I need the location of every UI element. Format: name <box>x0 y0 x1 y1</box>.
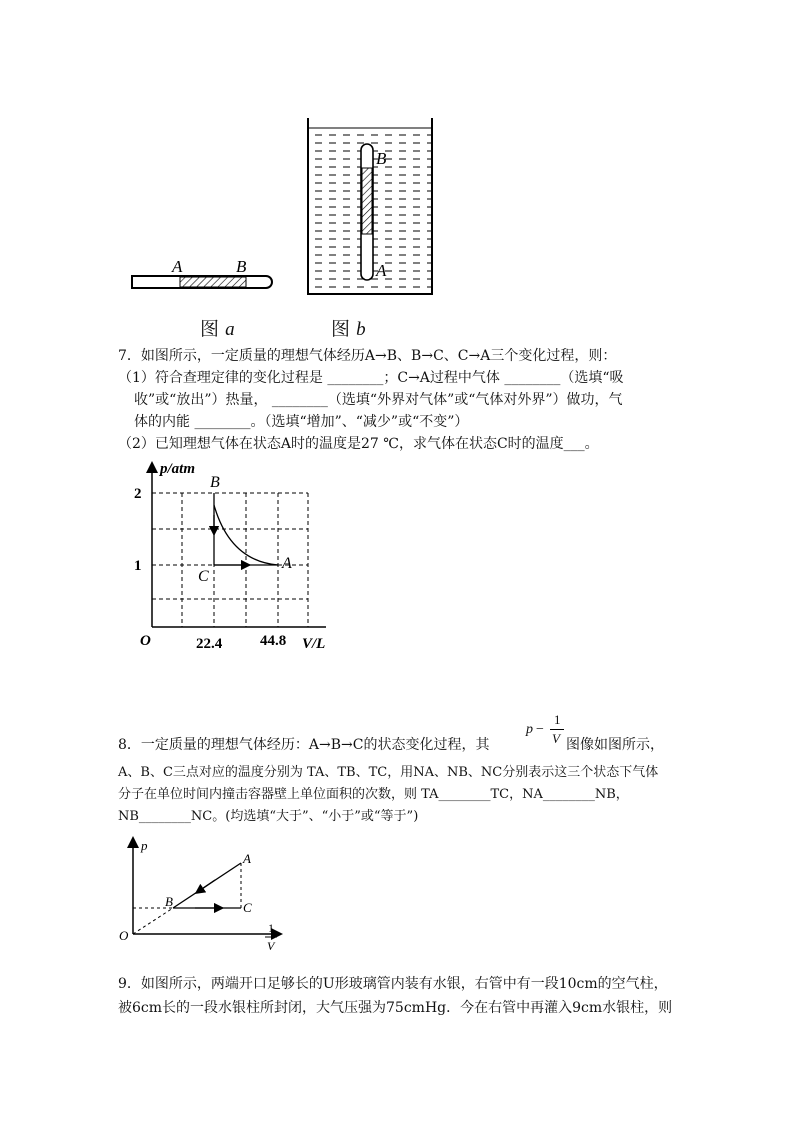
graph7-ytick-2: 2 <box>134 486 142 502</box>
graph7-xtick-22: 22.4 <box>196 636 223 652</box>
q9-line2: 被6cm长的一段水银柱所封闭，大气压强为75cmHg．今在右管中再灌入9cm水银柱，则 <box>118 1000 673 1016</box>
q7-line4: 体的内能 ________。（选填“增加”、“减少”或“不变”） <box>134 414 469 430</box>
mercury-column-a <box>180 277 246 287</box>
q7-line5: （2）已知理想气体在状态A时的温度是27 ℃，求气体在状态C时的温度___。 <box>118 436 599 452</box>
graph7-point-a: A <box>282 555 292 572</box>
q9-line1: 9．如图所示，两端开口足够长的U形玻璃管内装有水银，右管中有一段10cm的空气柱， <box>118 976 668 992</box>
q7-line3: 收”或“放出”）热量， ________（选填“外界对气体”或“气体对外界”）做功，气 <box>134 392 623 408</box>
graph7-xtick-44: 44.8 <box>260 633 287 649</box>
fig-b-label-a: A <box>376 261 387 280</box>
graph8-origin: O <box>119 928 129 943</box>
graph8-point-c: C <box>243 900 252 915</box>
g8-ab-arrow <box>199 880 215 891</box>
graph7-ytick-1: 1 <box>134 558 142 574</box>
graph7-point-b: B <box>210 474 220 491</box>
graph8-point-a: A <box>243 851 251 866</box>
graph7-origin: O <box>140 633 151 649</box>
graph8-ylabel: p <box>141 838 148 853</box>
q8-fraction: p − 1 V <box>526 712 576 752</box>
q8-line1-tail: 图像如图所示， <box>566 737 664 753</box>
fig-a-label-b: B <box>236 257 247 276</box>
q8-line1: 8．一定质量的理想气体经历：A→B→C的状态变化过程，其 <box>118 737 490 753</box>
fig-a-label-a: A <box>172 257 183 276</box>
graph8-point-b: B <box>165 894 173 909</box>
figure-a <box>120 250 280 300</box>
caption-a: 图 a <box>200 318 235 340</box>
graph-8 <box>115 836 290 954</box>
mercury-column-b <box>362 168 372 234</box>
graph7-point-c: C <box>198 568 209 585</box>
q7-line2: （1）符合查理定律的变化过程是 ________；C→A过程中气体 ________（选填“吸 <box>118 370 624 386</box>
graph-7 <box>130 455 350 655</box>
q8-line3: 分子在单位时间内撞击容器壁上单位面积的次数，则 TA________TC，NA________NB， <box>118 787 629 802</box>
q7-line1: 7．如图所示，一定质量的理想气体经历A→B、B→C、C→A三个变化过程，则： <box>118 348 617 364</box>
graph8-x-den: V <box>267 939 275 953</box>
graph7-xlabel: V/L <box>302 636 326 652</box>
graph7-ylabel: p/atm <box>160 461 196 477</box>
q8-line2: A、B、C三点对应的温度分别为 TA、TB、TC，用NA、NB、NC分别表示这三个状态下气体 <box>118 765 659 780</box>
graph8-x-num: 1 <box>268 921 274 935</box>
caption-b: 图 b <box>331 318 366 340</box>
q8-line4: NB________NC。(均选填“大于”、“小于”或“等于”) <box>118 809 419 824</box>
figure-b <box>300 116 440 300</box>
fig-b-label-b: B <box>376 149 387 168</box>
